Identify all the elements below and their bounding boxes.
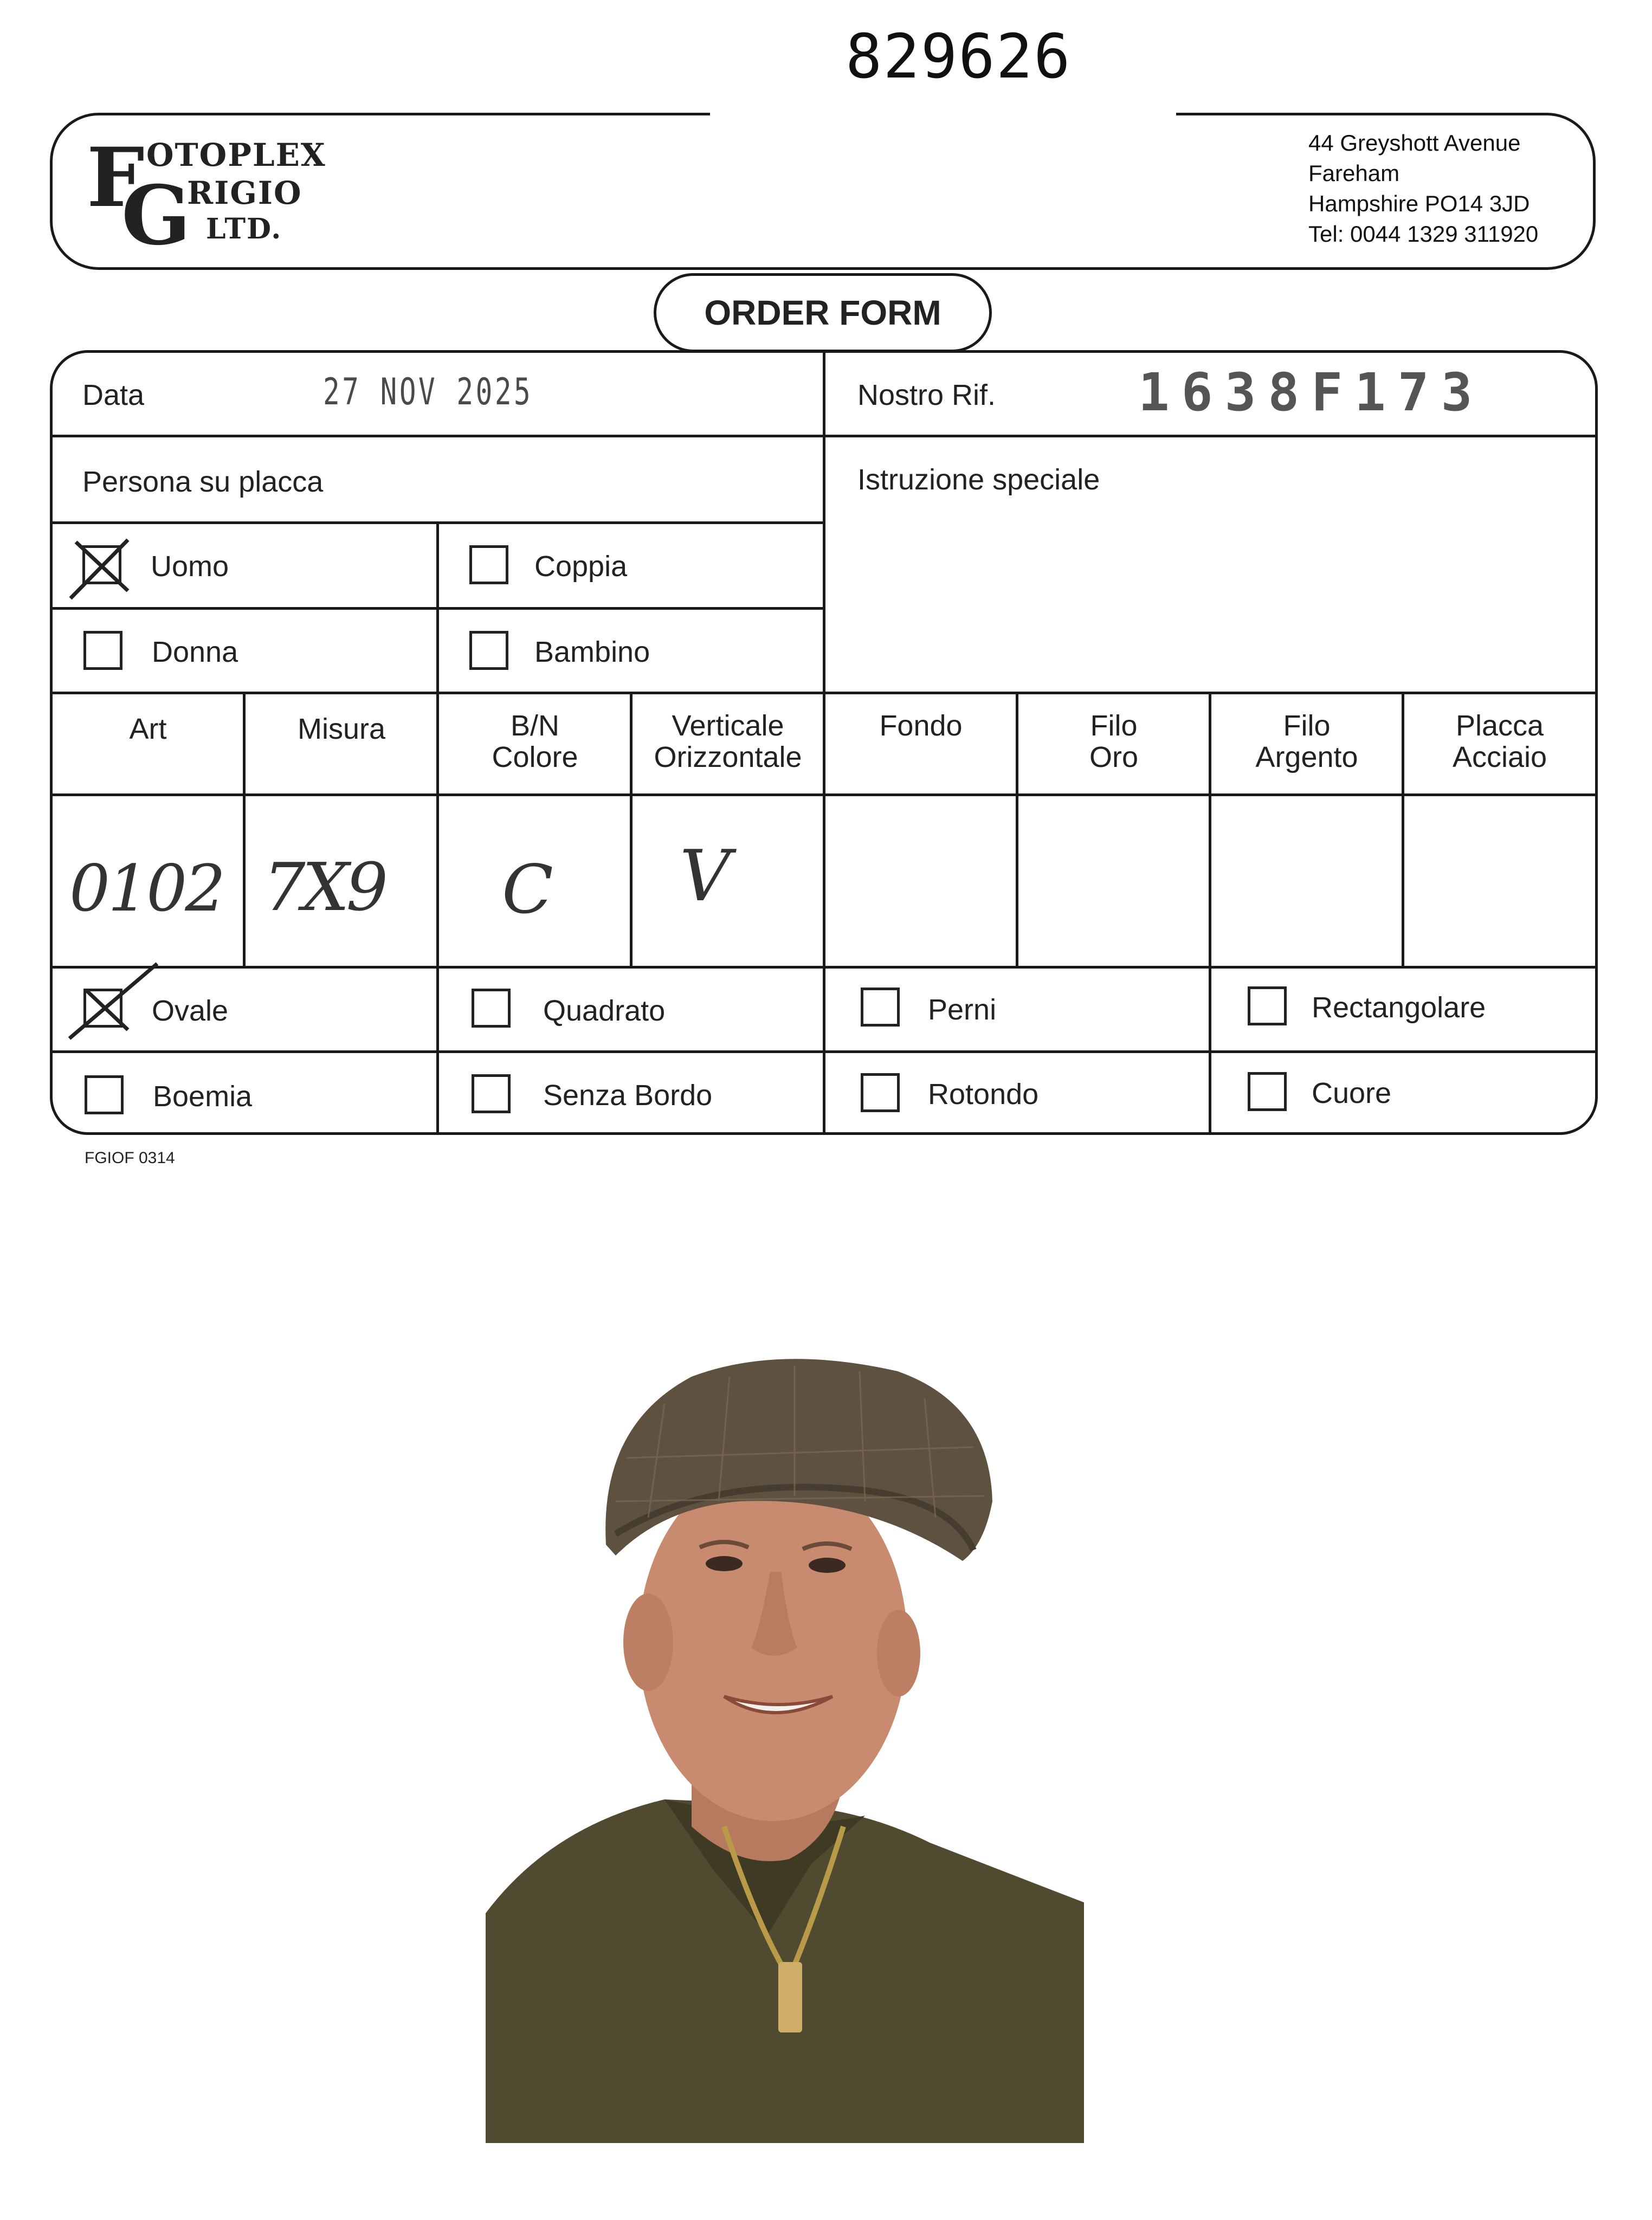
data-label: Data — [82, 379, 145, 411]
ref-value-stamp: 1638F173 — [1138, 362, 1485, 423]
grid-line — [823, 350, 825, 1135]
grid-line — [436, 521, 439, 693]
logo-letter-f: F — [87, 130, 145, 225]
form-code: FGIOF 0314 — [85, 1149, 175, 1167]
grid-line — [436, 692, 439, 1135]
option-cuore: Cuore — [1312, 1077, 1392, 1109]
logo-name-line3: LTD. — [206, 212, 282, 246]
checkbox-rectangolare[interactable] — [1248, 986, 1287, 1025]
option-coppia: Coppia — [534, 550, 628, 583]
column-header-art: Art — [129, 713, 167, 745]
checkbox-rotondo[interactable] — [861, 1073, 900, 1112]
grid-line — [630, 692, 633, 967]
option-uomo: Uomo — [151, 550, 229, 583]
misura-value: 7X9 — [263, 849, 385, 926]
column-header-fondo: Fondo — [879, 709, 963, 742]
persona-label: Persona su placca — [82, 466, 324, 498]
grid-line — [1402, 692, 1404, 967]
checkbox-cuore[interactable] — [1248, 1072, 1287, 1111]
check-mark-icon — [67, 959, 159, 1046]
checkbox-bambino[interactable] — [469, 631, 508, 670]
option-bambino: Bambino — [534, 636, 650, 668]
grid-line — [1016, 692, 1018, 967]
grid-line — [1209, 692, 1211, 1135]
header-gap — [710, 108, 1176, 116]
order-number: 829626 — [846, 22, 1072, 92]
checkbox-donna[interactable] — [83, 631, 122, 670]
option-rotondo: Rotondo — [928, 1078, 1039, 1111]
option-ovale: Ovale — [152, 995, 229, 1027]
address-line: Fareham — [1308, 160, 1400, 186]
option-quadrato: Quadrato — [543, 995, 666, 1027]
column-header-misura: Misura — [297, 713, 386, 745]
logo-letter-g: G — [121, 168, 191, 263]
checkbox-coppia[interactable] — [469, 545, 508, 584]
column-header-verticale-orizzontale: Verticale Orizzontale — [654, 709, 802, 773]
istruzione-label: Istruzione speciale — [857, 463, 1100, 496]
option-senza-bordo: Senza Bordo — [543, 1079, 713, 1112]
checkbox-boemia[interactable] — [85, 1075, 124, 1114]
verticale-value: V — [680, 835, 731, 917]
logo-name-line2: RIGIO — [187, 175, 302, 211]
column-header-filo-oro: Filo Oro — [1089, 709, 1139, 773]
portrait-photo — [486, 1339, 1084, 2143]
grid-line — [243, 692, 246, 967]
option-rectangolare: Rectangolare — [1312, 991, 1486, 1024]
art-value: 0102 — [69, 851, 224, 926]
address-line: 44 Greyshott Avenue — [1308, 130, 1521, 156]
column-header-bn-colore: B/N Colore — [492, 709, 578, 773]
column-header-filo-argento: Filo Argento — [1255, 709, 1358, 773]
address-line: Tel: 0044 1329 311920 — [1308, 221, 1539, 247]
checkbox-quadrato[interactable] — [472, 989, 511, 1028]
option-donna: Donna — [152, 636, 238, 668]
ref-label: Nostro Rif. — [857, 379, 996, 411]
company-logo — [87, 130, 326, 263]
colore-value: C — [502, 851, 553, 929]
check-mark-icon — [68, 537, 139, 602]
logo-name-line1: OTOPLEX — [146, 137, 326, 173]
data-value-stamp: 27 NOV 2025 — [323, 371, 533, 414]
checkbox-perni[interactable] — [861, 988, 900, 1027]
option-perni: Perni — [928, 993, 997, 1026]
address-line: Hampshire PO14 3JD — [1308, 191, 1530, 216]
column-header-placca-acciaio: Placca Acciaio — [1452, 709, 1547, 773]
checkbox-senza-bordo[interactable] — [472, 1074, 511, 1113]
company-address — [1308, 128, 1579, 249]
option-boemia: Boemia — [153, 1080, 253, 1113]
order-form-title: ORDER FORM — [654, 273, 992, 352]
